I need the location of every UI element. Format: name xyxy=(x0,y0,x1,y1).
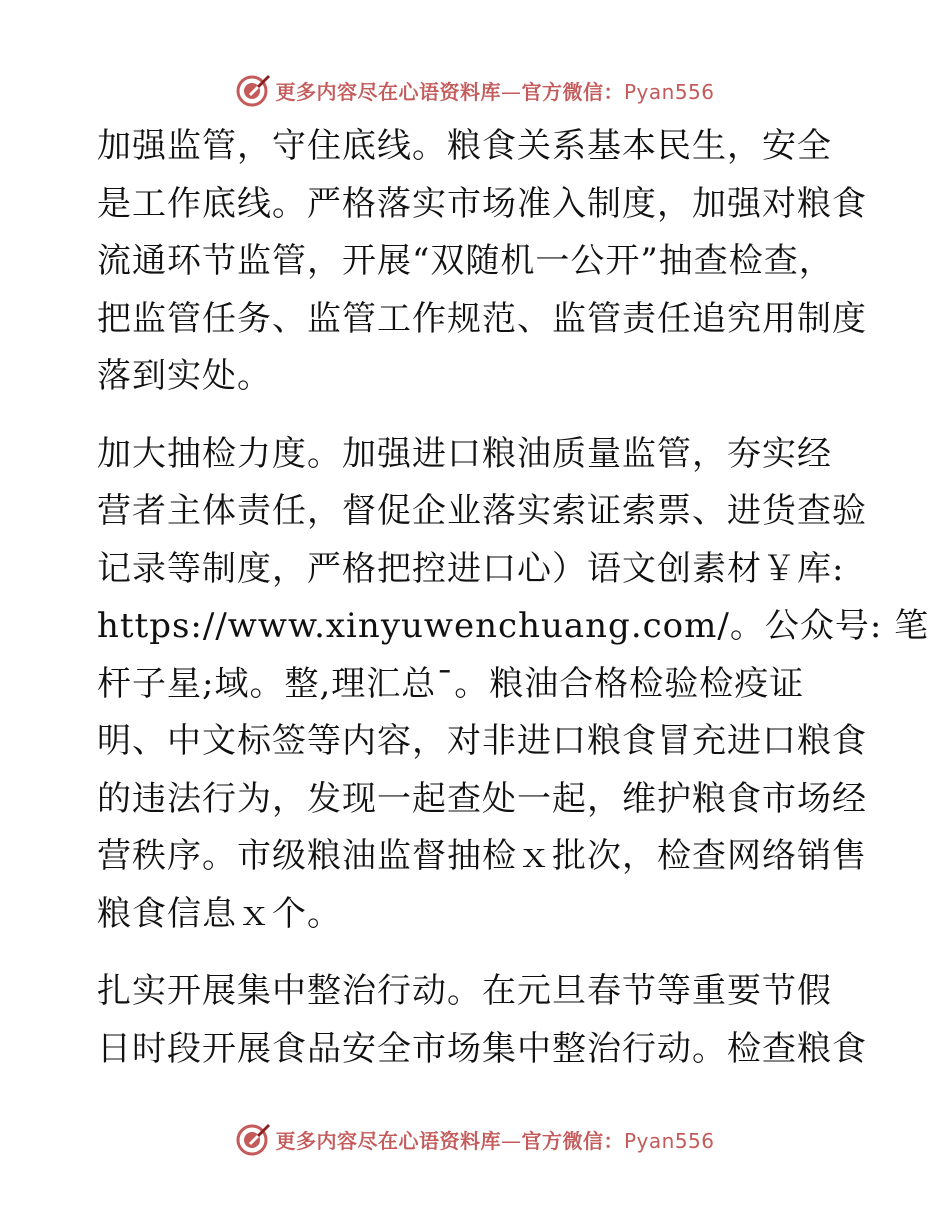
text-line: 是工作底线。严格落实市场准入制度，加强对粮食 xyxy=(97,183,867,224)
header-banner-text xyxy=(275,76,714,105)
text-line: 粮食信息ｘ个。 xyxy=(97,893,342,934)
footer-contact-id: Pyan556 xyxy=(623,1128,715,1153)
header-contact-id: Pyan556 xyxy=(623,79,715,104)
pen-circle-logo-icon xyxy=(235,72,271,108)
footer-dash: — xyxy=(500,1128,522,1153)
text-line: 流通环节监管，开展“双随机一公开”抽查检查， xyxy=(97,241,834,281)
pen-circle-logo-icon xyxy=(235,1121,271,1157)
text-line: 把监管任务、监管工作规范、监管责任追究用制度 xyxy=(97,298,867,339)
header-dash: — xyxy=(500,79,522,104)
text-line: 明、中文标签等内容，对非进口粮食冒充进口粮食 xyxy=(97,721,867,761)
footer-banner-text xyxy=(275,1125,714,1154)
text-line: 杆子星;域。整,理汇总¯。粮油合格检验检疫证 xyxy=(97,663,805,704)
header-site-text: 更多内容尽在心语资料库 xyxy=(275,79,501,104)
text-line: 加大抽检力度。加强进口粮油质量监管，夯实经 xyxy=(97,433,832,474)
text-line: 加强监管，守住底线。粮食关系基本民生，安全 xyxy=(97,126,832,166)
footer-contact-label: 官方微信： xyxy=(521,1128,624,1153)
paragraph-1 xyxy=(97,118,867,406)
text-line: 的违法行为，发现一起查处一起，维护粮食市场经 xyxy=(97,778,867,819)
text-line: 营秩序。市级粮油监督抽检ｘ批次，检查网络销售 xyxy=(97,836,867,876)
document-body xyxy=(97,118,930,1098)
text-line: 营者主体责任，督促企业落实索证索票、进货查验 xyxy=(97,491,867,531)
header-contact-label: 官方微信： xyxy=(521,79,624,104)
text-line: 日时段开展食品安全市场集中整治行动。检查粮食 xyxy=(97,1028,867,1069)
header-banner xyxy=(0,70,950,110)
paragraph-3 xyxy=(97,963,867,1078)
text-line: 记录等制度，严格把控进口心）语文创素材￥库: xyxy=(97,548,845,589)
footer-site-text: 更多内容尽在心语资料库 xyxy=(275,1128,501,1153)
text-line: 落到实处。 xyxy=(97,356,272,396)
footer-banner xyxy=(0,1119,950,1159)
text-line: https://www.xinyuwenchuang.com/。公众号: 笔 xyxy=(97,606,930,646)
text-line: 扎实开展集中整治行动。在元旦春节等重要节假 xyxy=(97,971,832,1011)
paragraph-2 xyxy=(97,426,930,944)
